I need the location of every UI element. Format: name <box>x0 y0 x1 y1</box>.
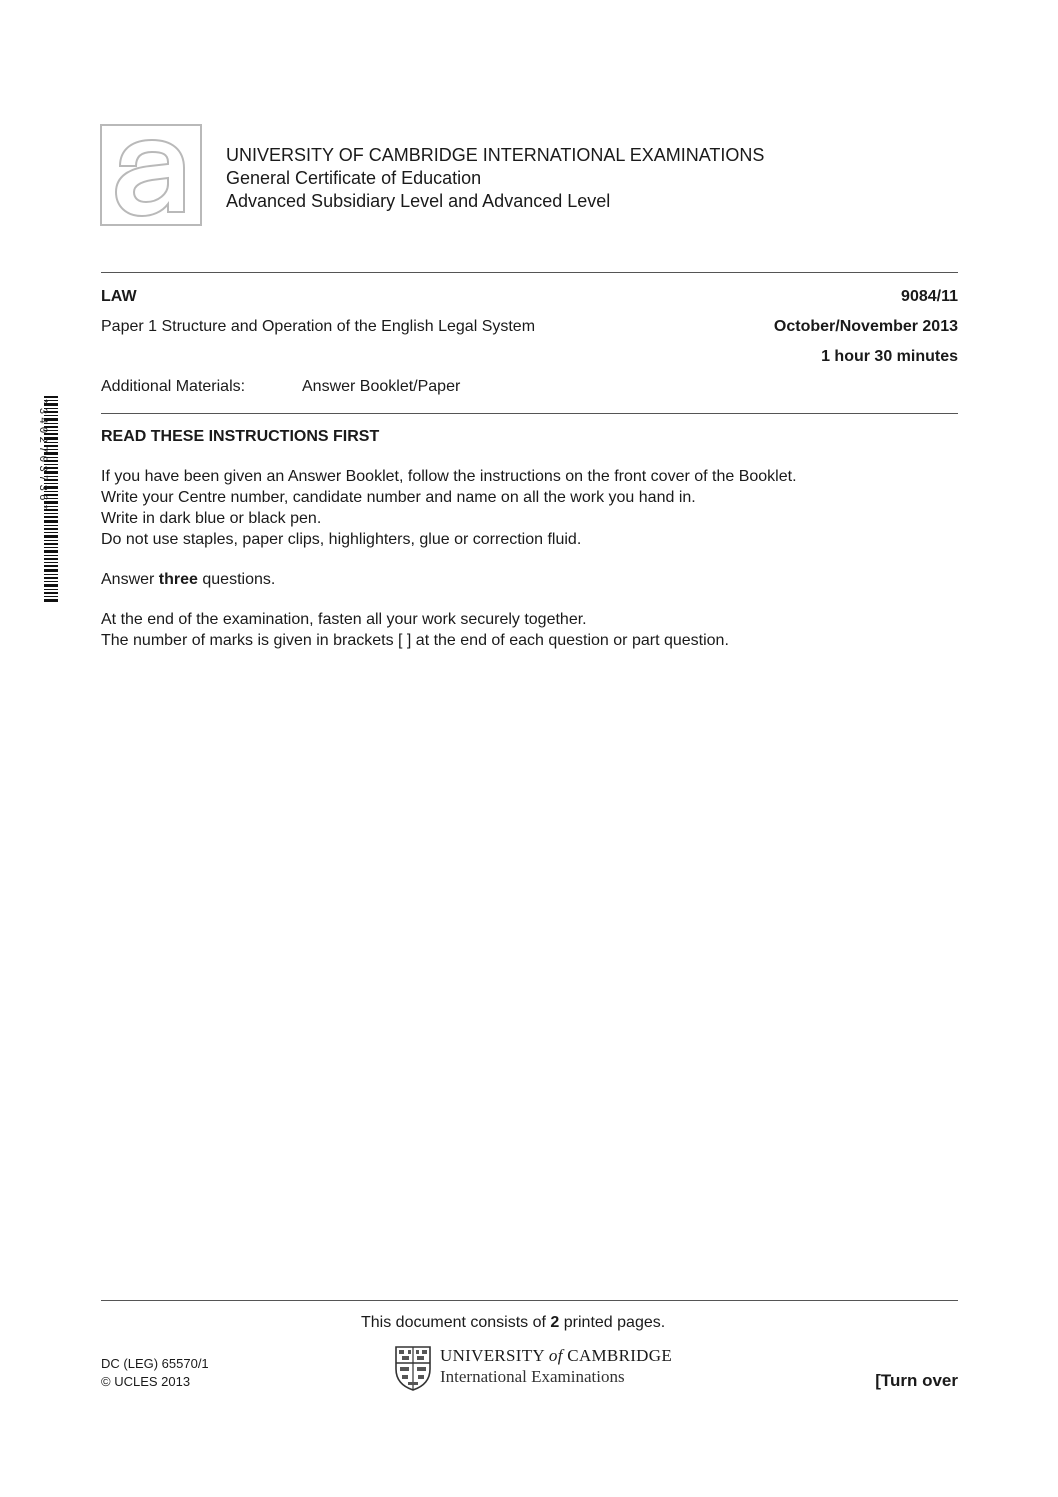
instructions-heading: READ THESE INSTRUCTIONS FIRST <box>101 428 380 445</box>
wordmark-part: CAMBRIDGE <box>562 1346 673 1365</box>
barcode-number: *3402703736* <box>36 398 48 514</box>
paper-code: 9084/11 <box>901 288 958 305</box>
instruction-line: Do not use staples, paper clips, highlighters, glue or correction fluid. <box>101 531 582 548</box>
wordmark-of: of <box>548 1346 563 1365</box>
materials-label: Additional Materials: <box>101 378 246 395</box>
instruction-line: Write in dark blue or black pen. <box>101 510 322 527</box>
letter-a-logo-icon <box>102 126 200 224</box>
answer-count: three <box>158 571 198 588</box>
cambridge-crest-icon <box>394 1345 432 1391</box>
header-divider <box>101 272 958 273</box>
instruction-line: Write your Centre number, candidate number and name on all the work you hand in. <box>101 489 696 506</box>
page-count-note <box>361 1313 665 1333</box>
pages-prefix: This document consists of <box>361 1314 551 1331</box>
reference-code: DC (LEG) 65570/1 <box>101 1356 209 1371</box>
cambridge-wordmark <box>440 1346 672 1366</box>
level-name: Advanced Subsidiary Level and Advanced Level <box>226 191 611 211</box>
instruction-line: If you have been given an Answer Booklet, follow the instructions on the front cover of the Booklet. <box>101 468 797 485</box>
answer-suffix: questions. <box>197 571 276 588</box>
cambridge-subtitle: International Examinations <box>440 1367 625 1386</box>
answer-prefix: Answer <box>101 571 159 588</box>
exam-session: October/November 2013 <box>773 318 958 335</box>
subject-title: LAW <box>101 288 137 305</box>
pages-count: 2 <box>550 1314 560 1331</box>
closing-line: The number of marks is given in brackets [ ] at the end of each question or part question. <box>101 632 729 649</box>
institution-name: UNIVERSITY OF CAMBRIDGE INTERNATIONAL EXAMINATIONS <box>226 145 765 165</box>
footer-divider <box>101 1300 958 1301</box>
certificate-name: General Certificate of Education <box>226 168 482 188</box>
wordmark-part: UNIVERSITY <box>440 1346 549 1365</box>
turn-over-label: [Turn over <box>875 1371 958 1390</box>
closing-line: At the end of the examination, fasten all your work securely together. <box>101 611 587 628</box>
answer-instruction <box>101 569 275 590</box>
pages-suffix: printed pages. <box>559 1314 666 1331</box>
paper-title: Paper 1 Structure and Operation of the English Legal System <box>101 318 536 335</box>
instructions-divider <box>101 413 958 414</box>
copyright: © UCLES 2013 <box>101 1374 191 1389</box>
materials-value: Answer Booklet/Paper <box>302 378 461 395</box>
cie-logo <box>100 124 202 226</box>
exam-duration: 1 hour 30 minutes <box>821 348 958 365</box>
